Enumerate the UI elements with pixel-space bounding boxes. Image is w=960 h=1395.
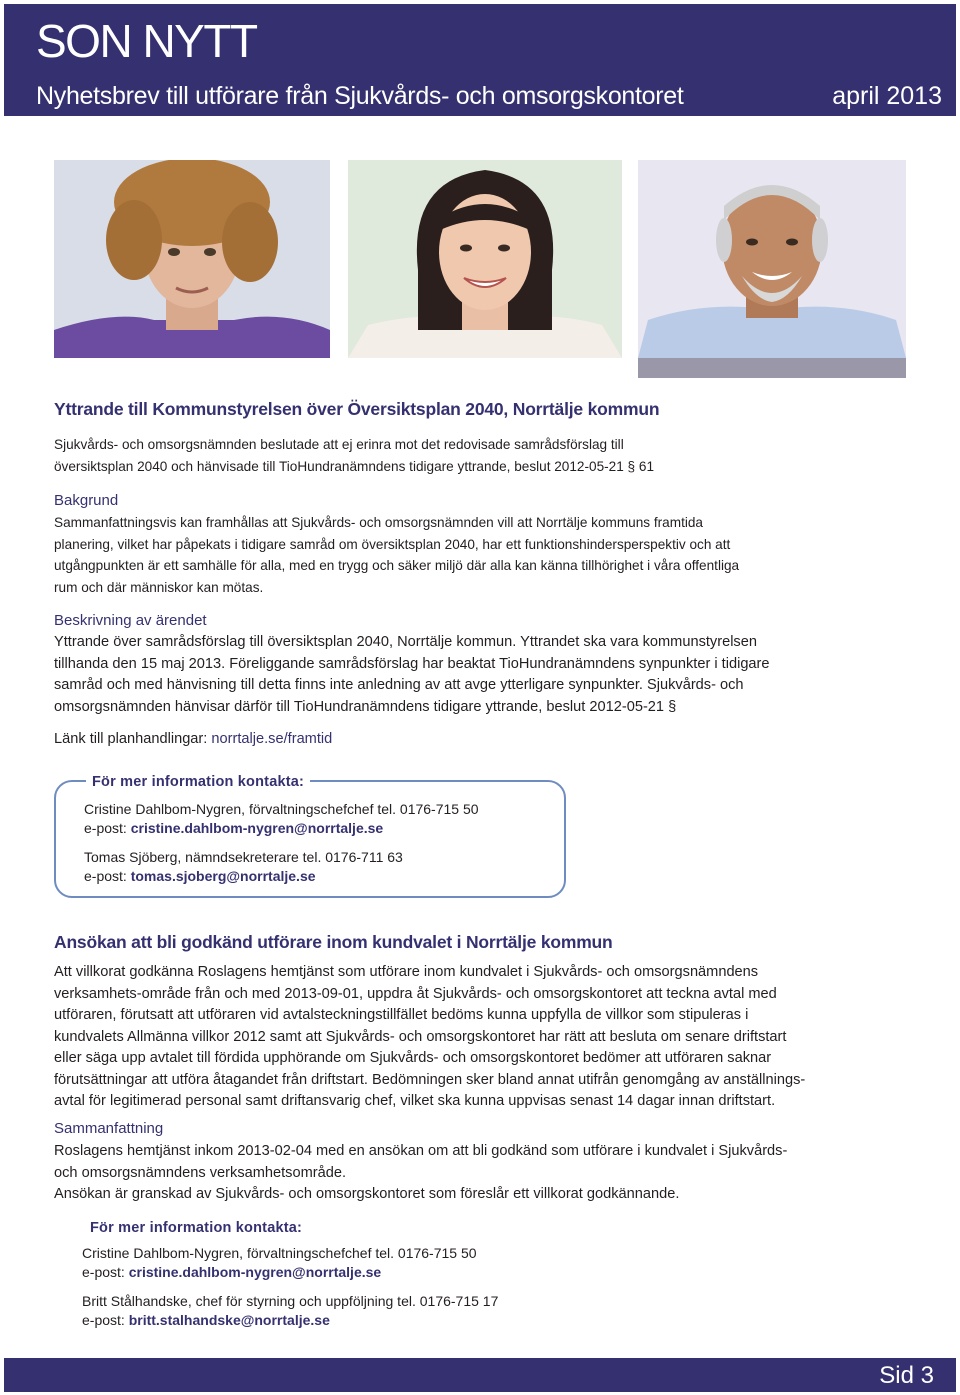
text-line: översiktsplan 2040 och hänvisade till TioHundranämndens tidigare yttrande, beslut 2012-05-21 § 61 bbox=[54, 458, 655, 474]
text-line: utgångpunkten är ett samhälle för alla, med en trygg och säker miljö där alla kan känna tillhörighet i våra offentliga bbox=[54, 558, 740, 573]
contact-person: Britt Stålhandske, chef för styrning och uppföljning tel. 0176-715 17 bbox=[82, 1293, 499, 1309]
contact-email-row bbox=[84, 819, 383, 837]
contact-email-row bbox=[82, 1311, 330, 1329]
summary-text bbox=[54, 1141, 914, 1206]
newsletter-title: SON NYTT bbox=[36, 15, 257, 67]
article-heading: Yttrande till Kommunstyrelsen över Översiktsplan 2040, Norrtälje kommun bbox=[54, 399, 660, 419]
email-link[interactable]: cristine.dahlbom-nygren@norrtalje.se bbox=[128, 1264, 382, 1280]
text-line: kundvalets Allmänna villkor 2012 samt att Sjukvårds- och omsorgskontoret har rätt att besluta om senare driftstart bbox=[54, 1028, 787, 1045]
text-line: planering, vilket har påpekats i tidigare samråd om översiktsplan 2040, har ett funktionshindersperspektiv och att bbox=[54, 536, 731, 552]
newsletter-subtitle: Nyhetsbrev till utförare från Sjukvårds- och omsorgskontoret bbox=[36, 82, 684, 110]
text-line: och omsorgsnämndens verksamhetsområde. bbox=[54, 1164, 347, 1181]
text-line: Yttrande över samrådsförslag till översiktsplan 2040, Norrtälje kommun. Yttrandet ska vara kommunstyrelsen bbox=[54, 634, 757, 650]
contact-title: För mer information kontakta: bbox=[84, 1218, 308, 1238]
text-line: avtal för legitimerad personal samt driftansvarig chef, vilket ska kunna uppvisas senast 14 dagar innan driftstart. bbox=[54, 1093, 776, 1109]
email-link[interactable]: britt.stalhandske@norrtalje.se bbox=[128, 1312, 330, 1328]
text-line: Sammanfattningsvis kan framhållas att Sjukvårds- och omsorgsnämnden vill att Norrtälje kommuns framtida bbox=[54, 515, 703, 530]
link-label: Länk till planhandlingar: bbox=[54, 731, 212, 747]
footer-bar bbox=[4, 1358, 956, 1392]
text-line: eller säga upp avtalet till fördida upphörande om Sjukvårds- och omsorgskontoret bedömer att utföraren saknar bbox=[54, 1050, 772, 1066]
text-line: tillhanda den 15 maj 2013. Föreliggande samrådsförslag har beaktat TioHundranämndens synpunkter i tidigare bbox=[54, 655, 770, 672]
header-banner bbox=[4, 4, 956, 116]
text-line: Att villkorat godkänna Roslagens hemtjänst som utförare inom kundvalet i Sjukvårds- och omsorgsnämndens bbox=[54, 964, 759, 980]
plan-link[interactable]: norrtalje.se/framtid bbox=[211, 731, 333, 747]
issue-date: april 2013 bbox=[832, 82, 942, 110]
email-label: e-post: bbox=[84, 820, 131, 836]
contact-box bbox=[54, 1220, 594, 1338]
text-line: Sjukvårds- och omsorgsnämnden beslutade att ej erinra mot det redovisade samrådsförslag till bbox=[54, 437, 624, 452]
text-line: Roslagens hemtjänst inkom 2013-02-04 med en ansökan om att bli godkänd som utförare i kundvalet i Sjukvårds- bbox=[54, 1143, 788, 1159]
contact-email-row bbox=[82, 1263, 381, 1281]
article-heading: Ansökan att bli godkänd utförare inom kundvalet i Norrtälje kommun bbox=[54, 932, 613, 952]
contact-person: Tomas Sjöberg, nämndsekreterare tel. 0176-711 63 bbox=[84, 849, 403, 865]
contact-email-row bbox=[84, 867, 316, 885]
email-link[interactable]: cristine.dahlbom-nygren@norrtalje.se bbox=[130, 820, 384, 836]
section-heading: Beskrivning av ärendet bbox=[54, 612, 207, 629]
photo-woman bbox=[348, 160, 622, 358]
email-label: e-post: bbox=[84, 868, 131, 884]
section-heading: Sammanfattning bbox=[54, 1120, 164, 1137]
photo-strip bbox=[54, 160, 906, 378]
text-line: verksamhets-område från och med 2013-09-01, uppdra åt Sjukvårds- och omsorgskontoret att teckna avtal med bbox=[54, 985, 777, 1002]
email-label: e-post: bbox=[82, 1264, 129, 1280]
text-line: utföraren, förutsatt att utföraren vid avtalsteckningstillfället bedöms kunna uppfylla de villkor som stipuleras i bbox=[54, 1007, 749, 1023]
contact-box bbox=[54, 774, 566, 898]
contact-title: För mer information kontakta: bbox=[86, 772, 310, 792]
text-line: förutsättningar att utföra åtagandet från driftstart. Bedömningen sker bland annat utifrån genomgång av anställnings- bbox=[54, 1071, 806, 1088]
email-label: e-post: bbox=[82, 1312, 129, 1328]
contact-person: Cristine Dahlbom-Nygren, förvaltningschefchef tel. 0176-715 50 bbox=[82, 1245, 477, 1261]
text-line: rum och där människor kan mötas. bbox=[54, 579, 264, 595]
section-heading: Bakgrund bbox=[54, 492, 119, 509]
page-number: Sid 3 bbox=[879, 1362, 934, 1389]
text-line: Ansökan är granskad av Sjukvårds- och omsorgskontoret som föreslår ett villkorat godkännande. bbox=[54, 1186, 680, 1202]
article-intro bbox=[54, 434, 914, 477]
email-link[interactable]: tomas.sjoberg@norrtalje.se bbox=[130, 868, 316, 884]
article-body bbox=[54, 962, 914, 1113]
photo-older-man bbox=[638, 160, 906, 378]
text-line: omsorgsnämnden hänvisar därför till TioHundranämndens tidigare yttrande, beslut 2012-05-21 § bbox=[54, 698, 677, 715]
contact-person: Cristine Dahlbom-Nygren, förvaltningschefchef tel. 0176-715 50 bbox=[84, 801, 479, 817]
plan-link-row bbox=[54, 729, 914, 751]
background-text bbox=[54, 512, 914, 598]
photo-young-man bbox=[54, 160, 330, 358]
text-line: samråd och med hänvisning till detta finns inte anledning av att avge ytterligare synpunkter. Sjukvårds- och bbox=[54, 677, 744, 693]
description-text bbox=[54, 632, 914, 718]
